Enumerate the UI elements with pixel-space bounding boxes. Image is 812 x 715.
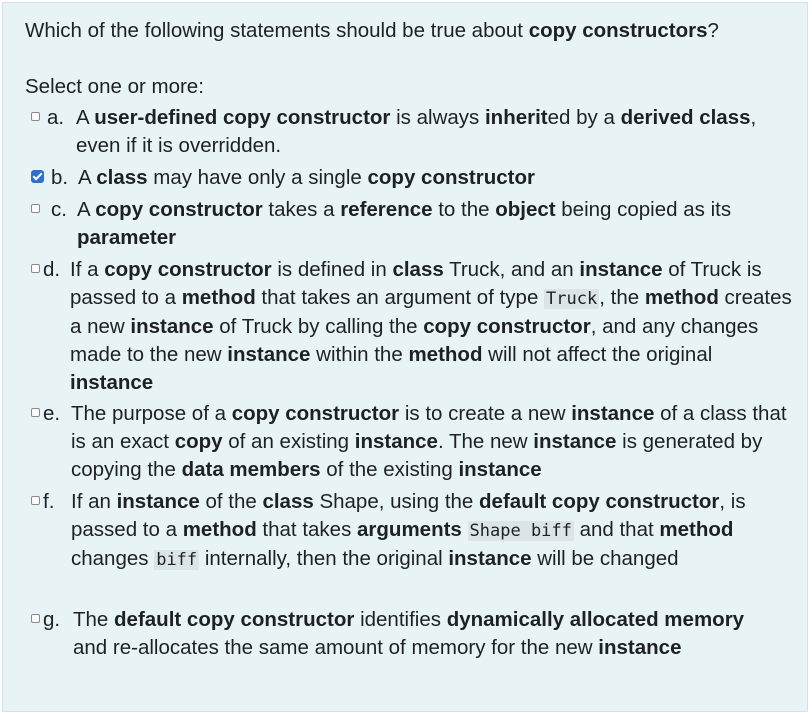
text-segment: . The new (437, 430, 534, 453)
text-segment: of a class that is an exact (71, 402, 787, 453)
text-segment: ed by a (547, 106, 621, 129)
option-letter: b. (51, 166, 69, 189)
text-segment: biff (156, 550, 198, 570)
text-segment: arguments (357, 518, 462, 541)
option-d-checkbox[interactable] (31, 264, 40, 273)
text-segment: creates a new (70, 286, 792, 338)
text-segment (462, 518, 468, 541)
text-segment: object (495, 198, 556, 221)
option-letter: e. (43, 402, 61, 425)
text-segment: A (78, 166, 97, 189)
text-segment: , the (599, 286, 645, 309)
text-segment: and that (573, 518, 660, 541)
text-segment: method (408, 343, 483, 366)
text-segment: , and any changes made to the new (70, 315, 759, 366)
text-segment: data members (181, 458, 321, 481)
option-c-checkbox[interactable] (31, 204, 40, 213)
text-segment: will be changed (531, 547, 679, 570)
text-segment: that takes an argument of type (255, 286, 545, 309)
text-segment: instance (579, 258, 663, 281)
text-segment: copy constructor (104, 258, 272, 281)
text-segment: instance (458, 458, 542, 481)
text-segment: may have only a single (147, 166, 368, 189)
option-g-checkbox[interactable] (31, 614, 40, 623)
text-segment: The (73, 608, 115, 631)
question-text (25, 17, 795, 45)
option-f-checkbox[interactable] (31, 496, 40, 505)
option-e-text (71, 400, 796, 484)
text-segment: Truck (546, 289, 598, 309)
text-segment: derived class (620, 106, 751, 129)
option-b-text (78, 164, 793, 192)
text-segment: copy constructor (367, 166, 535, 189)
option-d-text (70, 256, 796, 397)
text-segment: of an existing (222, 430, 355, 453)
text-segment: method (182, 518, 257, 541)
text-segment: identifies (354, 608, 447, 631)
text-segment: dynamically allocated memory (446, 608, 745, 631)
option-letter: c. (51, 198, 67, 221)
option-a-checkbox[interactable] (31, 112, 40, 121)
text-segment: to the (432, 198, 496, 221)
option-letter: f. (43, 490, 55, 513)
text-segment: is always (390, 106, 485, 129)
text-segment: is to create a new (399, 402, 572, 425)
text-segment: instance (571, 402, 655, 425)
text-segment: Which of the following statements should be true about (25, 19, 529, 42)
text-segment: instance (598, 636, 682, 659)
text-segment: , is passed to a (71, 490, 746, 541)
text-segment: changes (71, 547, 155, 570)
text-segment: method (181, 286, 256, 309)
text-segment: class (96, 166, 148, 189)
text-segment: If an (71, 490, 117, 513)
text-segment: being copied as its (555, 198, 732, 221)
text-segment: , even if it is overridden. (76, 106, 757, 157)
text-segment: of the (199, 490, 263, 513)
option-letter: g. (43, 608, 61, 631)
text-segment: ? (707, 19, 719, 42)
option-a-text (76, 104, 791, 160)
text-segment: internally, then the original (199, 547, 449, 570)
text-segment: copy (174, 430, 223, 453)
text-segment: A (77, 198, 96, 221)
option-f-text (71, 488, 799, 574)
text-segment: of Truck by calling the (213, 315, 424, 338)
text-segment: that takes (256, 518, 358, 541)
text-segment: Shape biff (469, 521, 572, 541)
text-segment: A (76, 106, 95, 129)
text-segment: method (659, 518, 734, 541)
text-segment: instance (448, 547, 532, 570)
text-segment: parameter (77, 226, 177, 249)
text-segment: of the existing (320, 458, 459, 481)
text-segment: instance (130, 315, 214, 338)
text-segment: instance (354, 430, 438, 453)
text-segment: If a (70, 258, 105, 281)
option-e-checkbox[interactable] (31, 408, 40, 417)
text-segment: instance (116, 490, 200, 513)
text-segment: copy constructor (231, 402, 400, 425)
text-segment: inherit (484, 106, 548, 129)
text-segment: default copy constructor (114, 608, 355, 631)
text-segment: class (392, 258, 444, 281)
text-segment: user-defined copy constructor (94, 106, 391, 129)
text-segment: class (262, 490, 314, 513)
text-segment: within the (310, 343, 409, 366)
text-segment: copy constructors (528, 19, 708, 42)
option-c-text (77, 196, 767, 252)
text-segment: Shape, using the (313, 490, 480, 513)
option-b-checkbox[interactable] (31, 170, 44, 183)
text-segment: takes a (262, 198, 341, 221)
text-segment: copy constructor (423, 315, 591, 338)
text-segment: of Truck is passed to a (70, 258, 762, 309)
option-g-text (73, 606, 753, 662)
text-segment: copy constructor (95, 198, 263, 221)
text-segment: instance (227, 343, 311, 366)
text-segment: Truck, and an (443, 258, 580, 281)
text-segment: and re-allocates the same amount of memory for the new (73, 636, 599, 659)
select-prompt: Select one or more: (25, 75, 204, 98)
text-segment: instance (70, 371, 154, 394)
text-segment: will not affect the original (482, 343, 713, 366)
text-segment: is generated by copying the (71, 430, 763, 481)
option-letter: d. (43, 258, 61, 281)
question-panel (2, 2, 808, 712)
text-segment: method (644, 286, 719, 309)
option-letter: a. (47, 106, 65, 129)
text-segment: is defined in (271, 258, 393, 281)
text-segment: The purpose of a (71, 402, 232, 425)
text-segment: reference (340, 198, 433, 221)
text-segment: instance (533, 430, 617, 453)
text-segment: default copy constructor (479, 490, 720, 513)
